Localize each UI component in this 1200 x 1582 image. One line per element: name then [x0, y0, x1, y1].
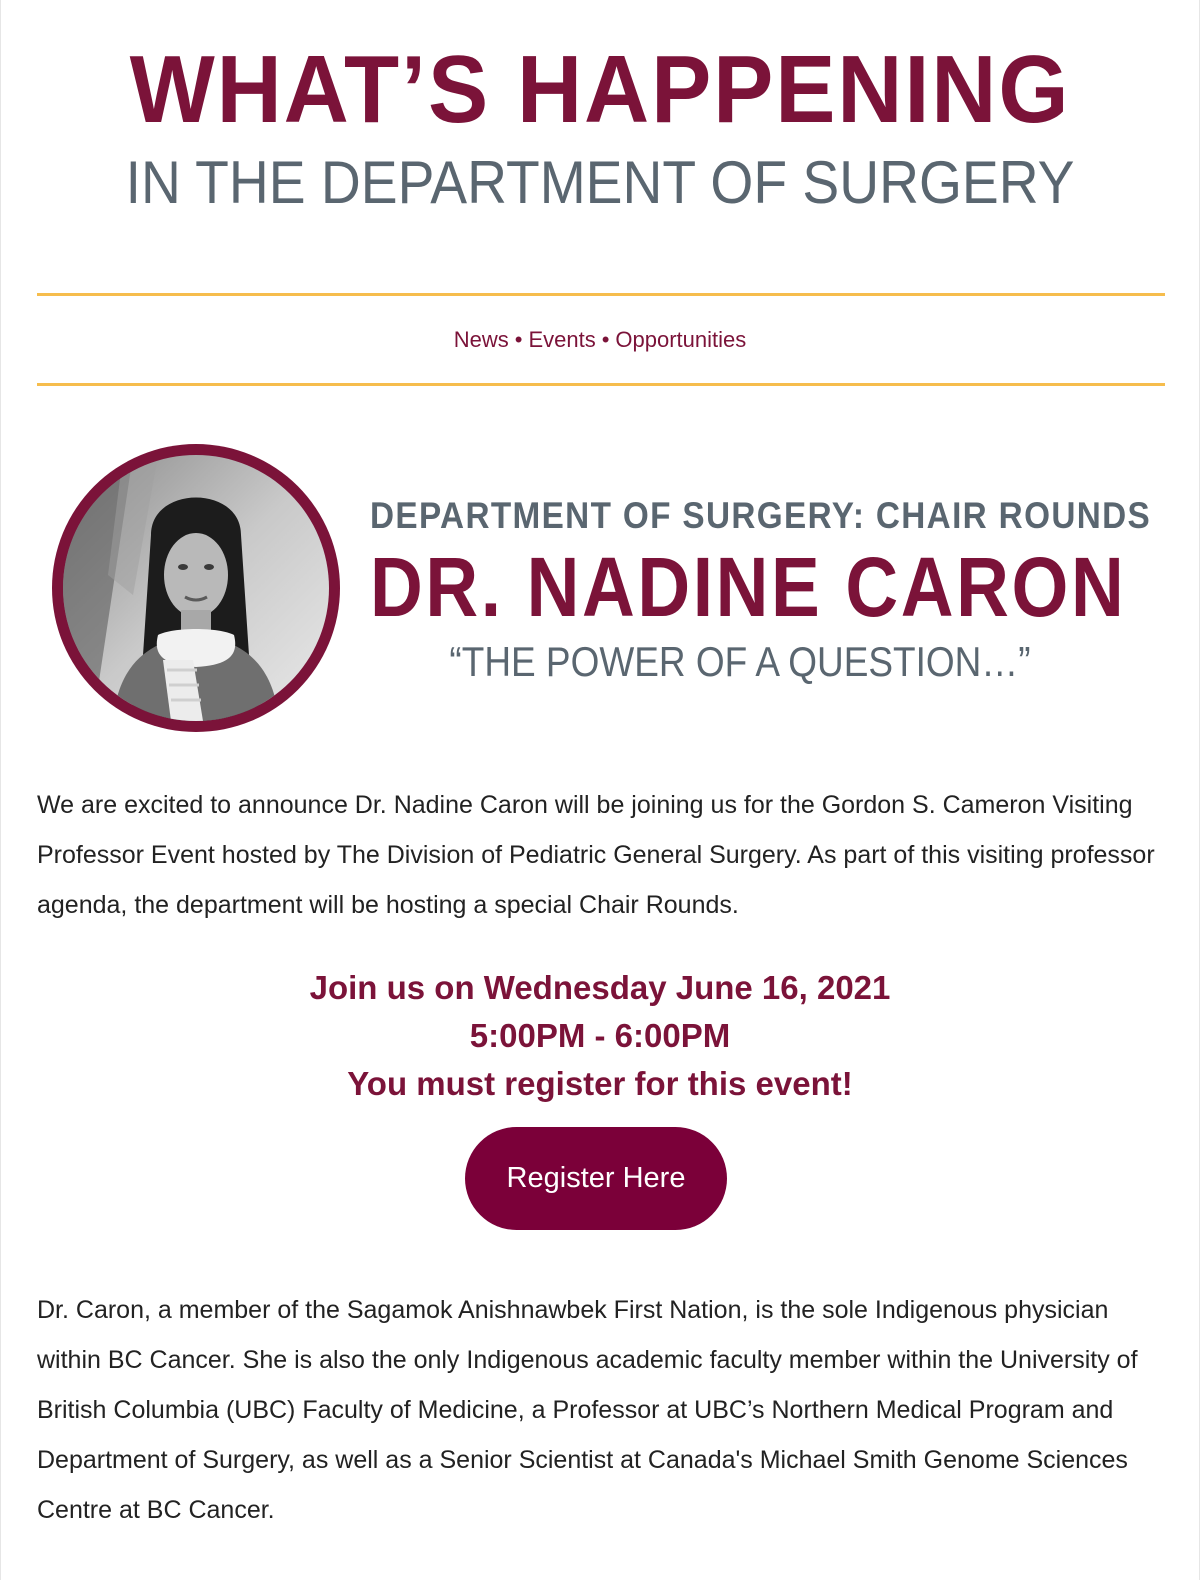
- event-details: [0, 964, 1200, 1108]
- gold-divider-top: [37, 293, 1165, 296]
- masthead: [0, 36, 1200, 216]
- nav-link-news[interactable]: News: [453, 327, 509, 352]
- event-date: Join us on Wednesday June 16, 2021: [309, 969, 891, 1006]
- feature-header: [370, 494, 1160, 686]
- nav-link-opportunities[interactable]: Opportunities: [615, 327, 747, 352]
- speaker-portrait: [52, 444, 340, 732]
- bio-paragraph: Dr. Caron, a member of the Sagamok Anishnawbek First Nation, is the sole Indigenous physician within BC Cancer. She is also the only Indigenous academic faculty member within the University of British Columbia (UBC) Faculty of Medicine, a Professor at UBC’s Northern Medical Program and Department of Surgery, as well as a Senior Scientist at Canada's Michael Smith Genome Sciences Centre at BC Cancer.: [37, 1296, 1138, 1524]
- register-button[interactable]: Register Here: [465, 1127, 727, 1230]
- masthead-subtitle: IN THE DEPARTMENT OF SURGERY: [125, 149, 1075, 216]
- section-nav: [0, 326, 1200, 354]
- gold-divider-bottom: [37, 383, 1165, 386]
- speaker-name: DR. NADINE CARON: [370, 540, 1127, 634]
- nav-separator: •: [514, 327, 523, 352]
- nav-separator: •: [601, 327, 610, 352]
- speaker-photo: [63, 455, 329, 721]
- feature-kicker: DEPARTMENT OF SURGERY: CHAIR ROUNDS: [370, 495, 1152, 536]
- masthead-title: WHAT’S HAPPENING: [129, 36, 1071, 143]
- event-time: 5:00PM - 6:00PM: [469, 1017, 731, 1054]
- intro-paragraph: We are excited to announce Dr. Nadine Caron will be joining us for the Gordon S. Cameron Visiting Professor Event hosted by The Division of Pediatric General Surgery. As part of this visiting professor agenda, the department will be hosting a special Chair Rounds.: [37, 791, 1155, 919]
- registration-notice: You must register for this event!: [347, 1065, 853, 1102]
- talk-title: “THE POWER OF A QUESTION…”: [449, 638, 1031, 685]
- nav-link-events[interactable]: Events: [528, 327, 596, 352]
